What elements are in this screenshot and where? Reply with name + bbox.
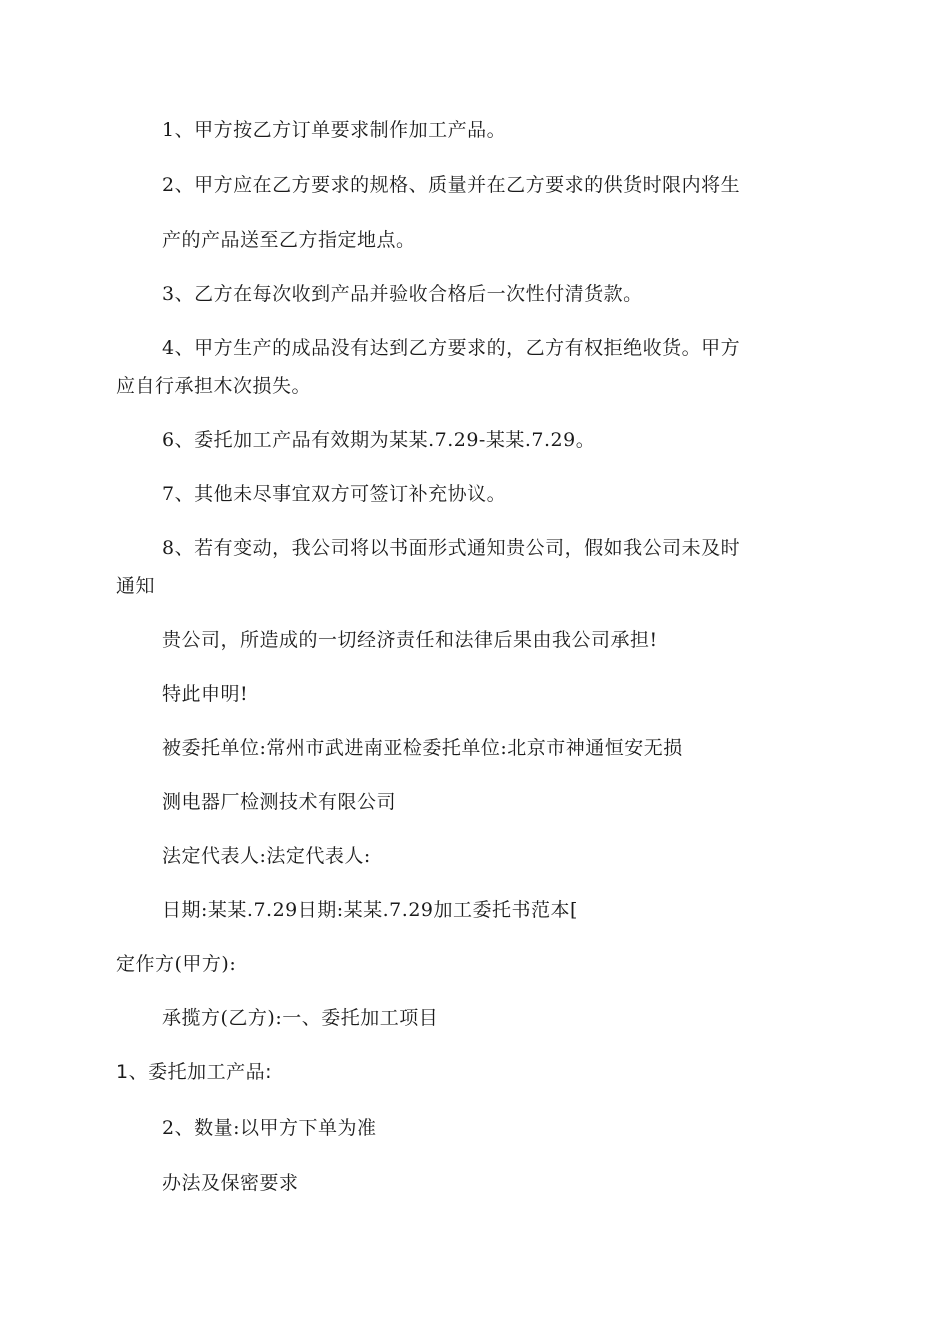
clause-7: 7、其他未尽事宜双方可签订补充协议。 bbox=[162, 483, 507, 505]
clause-4: 4、甲方生产的成品没有达到乙方要求的，乙方有权拒绝收货。甲方 bbox=[162, 337, 741, 359]
clause-8-continued: 通知 bbox=[116, 575, 156, 597]
party-b-label: 承揽方(乙方):一、委托加工项目 bbox=[162, 1007, 439, 1029]
party-a-label: 定作方(甲方): bbox=[116, 953, 237, 975]
declaration: 特此申明! bbox=[162, 683, 249, 705]
clause-1: 1、甲方按乙方订单要求制作加工产品。 bbox=[162, 119, 507, 141]
clause-2: 2、甲方应在乙方要求的规格、质量并在乙方要求的供货时限内将生 bbox=[162, 174, 741, 196]
parties-line-continued: 测电器厂检测技术有限公司 bbox=[162, 791, 397, 813]
item-2-quantity: 2、数量:以甲方下单为准 bbox=[162, 1117, 377, 1139]
item-1-product: 1、委托加工产品: bbox=[116, 1061, 272, 1083]
clause-8-tail: 贵公司，所造成的一切经济责任和法律后果由我公司承担! bbox=[162, 629, 658, 651]
clause-8: 8、若有变动，我公司将以书面形式通知贵公司，假如我公司未及时 bbox=[162, 537, 741, 559]
clause-6: 6、委托加工产品有效期为某某.7.29-某某.7.29。 bbox=[162, 429, 596, 451]
clause-3: 3、乙方在每次收到产品并验收合格后一次性付清货款。 bbox=[162, 283, 643, 305]
clause-4-continued: 应自行承担木次损失。 bbox=[116, 375, 312, 397]
confidentiality-heading: 办法及保密要求 bbox=[162, 1172, 299, 1194]
clause-2-continued: 产的产品送至乙方指定地点。 bbox=[162, 229, 416, 251]
dates-line: 日期:某某.7.29日期:某某.7.29加工委托书范本[ bbox=[162, 899, 578, 921]
parties-line: 被委托单位:常州市武进南亚检委托单位:北京市神通恒安无损 bbox=[162, 737, 683, 759]
legal-representatives: 法定代表人:法定代表人: bbox=[162, 845, 371, 867]
